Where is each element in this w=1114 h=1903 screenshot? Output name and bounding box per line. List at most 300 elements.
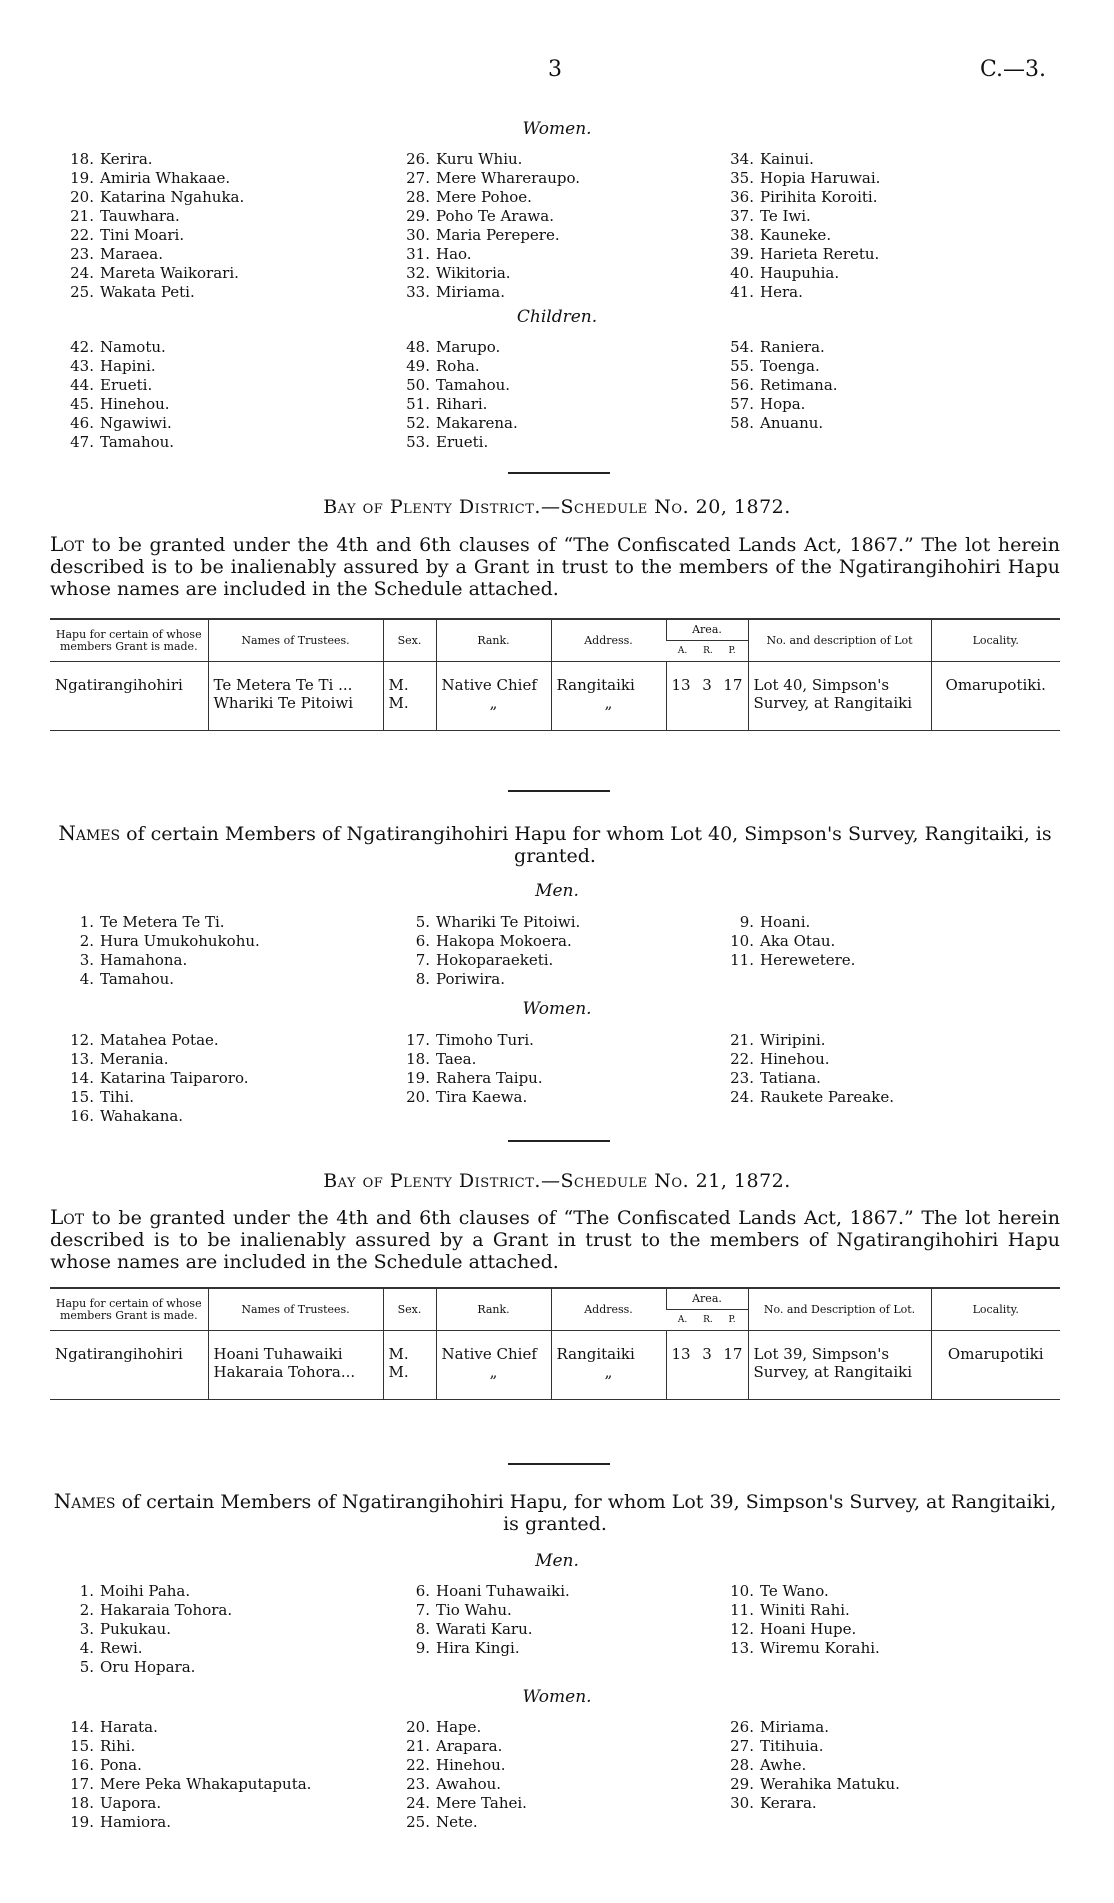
list-item bbox=[68, 1031, 249, 1050]
list-item-name: Raukete Pareake. bbox=[760, 1088, 894, 1106]
list-item-number: 20. bbox=[406, 1088, 430, 1106]
list-item-name: Te Metera Te Ti. bbox=[100, 913, 225, 931]
names-40-title-text: of certain Members of Ngatirangihohiri Hapu for whom Lot 40, Simpson's Survey, Rangitaiki, is granted. bbox=[126, 823, 1052, 867]
list-item bbox=[404, 1718, 527, 1737]
trustee-2: Whariki Te Pitoiwi bbox=[213, 694, 354, 712]
names-39-title-lead: Names bbox=[53, 1489, 116, 1513]
list-item bbox=[728, 1582, 880, 1601]
lot39-men-col2 bbox=[404, 1582, 570, 1658]
list-item-name: Hoani Hupe. bbox=[760, 1620, 857, 1638]
list-item bbox=[728, 395, 838, 414]
list-item-name: Tatiana. bbox=[760, 1069, 821, 1087]
list-item bbox=[404, 264, 580, 283]
list-item-name: Wakata Peti. bbox=[100, 283, 195, 301]
list-item bbox=[68, 932, 260, 951]
list-item bbox=[404, 376, 518, 395]
list-item-number: 12. bbox=[730, 1620, 754, 1638]
sex-2: M. bbox=[388, 1363, 409, 1381]
table-row bbox=[50, 662, 1060, 731]
list-item-number: 13. bbox=[70, 1050, 94, 1068]
list-item-name: Kerara. bbox=[760, 1794, 817, 1812]
list-item bbox=[404, 1813, 527, 1832]
area-r: 3 bbox=[702, 1345, 712, 1363]
list-item-name: Maria Perepere. bbox=[436, 226, 560, 244]
header-trustees: Names of Trustees. bbox=[208, 619, 383, 662]
list-item-number: 51. bbox=[406, 395, 430, 413]
list-item-name: Hoani. bbox=[760, 913, 811, 931]
list-item-name: Hera. bbox=[760, 283, 803, 301]
section-divider bbox=[508, 1140, 610, 1142]
list-item-number: 6. bbox=[415, 932, 430, 950]
list-item bbox=[728, 207, 880, 226]
list-item-number: 40. bbox=[730, 264, 754, 282]
list-item bbox=[68, 226, 244, 245]
women-heading-40: Women. bbox=[522, 999, 592, 1019]
names-39-title-text: of certain Members of Ngatirangihohiri Hapu, for whom Lot 39, Simpson's Survey, at Rangitaiki, is granted. bbox=[121, 1491, 1057, 1535]
header-rank: Rank. bbox=[436, 1288, 551, 1331]
list-item bbox=[68, 913, 260, 932]
rank-2: „ bbox=[489, 1363, 498, 1381]
list-item bbox=[404, 932, 580, 951]
list-item-name: Kainui. bbox=[760, 150, 814, 168]
list-item-name: Herewetere. bbox=[760, 951, 856, 969]
list-item bbox=[404, 414, 518, 433]
schedule-20-description bbox=[50, 533, 1060, 600]
list-item-name: Tio Wahu. bbox=[436, 1601, 512, 1619]
cell-trustees bbox=[208, 662, 383, 731]
list-item bbox=[404, 188, 580, 207]
list-item bbox=[728, 1639, 880, 1658]
list-item-number: 1. bbox=[79, 913, 94, 931]
list-item-name: Hao. bbox=[436, 245, 472, 263]
list-item-name: Mareta Waikorari. bbox=[100, 264, 239, 282]
list-item bbox=[404, 913, 580, 932]
list-item bbox=[728, 357, 838, 376]
list-item bbox=[728, 1737, 900, 1756]
address-2: „ bbox=[604, 694, 613, 712]
list-item-number: 54. bbox=[730, 338, 754, 356]
list-item-number: 32. bbox=[406, 264, 430, 282]
list-item-number: 29. bbox=[406, 207, 430, 225]
women-heading-prev: Women. bbox=[522, 119, 592, 139]
list-item bbox=[404, 1756, 527, 1775]
list-item bbox=[68, 1050, 249, 1069]
list-item-name: Oru Hopara. bbox=[100, 1658, 196, 1676]
list-item bbox=[68, 1775, 311, 1794]
lot40-men-col2 bbox=[404, 913, 580, 989]
list-item-number: 5. bbox=[415, 913, 430, 931]
list-item-number: 22. bbox=[70, 226, 94, 244]
list-item bbox=[404, 169, 580, 188]
list-item bbox=[728, 1088, 894, 1107]
list-item-name: Marupo. bbox=[436, 338, 501, 356]
schedule-21-table bbox=[50, 1287, 1060, 1400]
list-item-name: Hoani Tuhawaiki. bbox=[436, 1582, 570, 1600]
list-item-number: 7. bbox=[415, 1601, 430, 1619]
schedule-21-title: Bay of Plenty District.—Schedule No. 21, 1872. bbox=[323, 1170, 791, 1192]
list-item-name: Hakaraia Tohora. bbox=[100, 1601, 233, 1619]
list-item-number: 21. bbox=[70, 207, 94, 225]
header-area: Area. bbox=[666, 1288, 748, 1310]
list-item bbox=[68, 1756, 311, 1775]
trustee-2: Hakaraia Tohora... bbox=[213, 1363, 356, 1381]
list-item-number: 17. bbox=[406, 1031, 430, 1049]
list-item-name: Tamahou. bbox=[436, 376, 511, 394]
cell-lot: Lot 39, Simpson's Survey, at Rangitaiki bbox=[748, 1331, 931, 1400]
list-item-number: 28. bbox=[730, 1756, 754, 1774]
list-item-number: 18. bbox=[406, 1050, 430, 1068]
women-heading-39: Women. bbox=[522, 1687, 592, 1707]
list-item-number: 34. bbox=[730, 150, 754, 168]
header-area-a: A. bbox=[677, 1315, 688, 1325]
list-item-name: Tini Moari. bbox=[100, 226, 185, 244]
list-item-number: 46. bbox=[70, 414, 94, 432]
list-item bbox=[68, 169, 244, 188]
names-40-title bbox=[50, 822, 1060, 867]
list-item-number: 31. bbox=[406, 245, 430, 263]
list-item-number: 43. bbox=[70, 357, 94, 375]
schedule-21-description bbox=[50, 1206, 1060, 1273]
address-1: Rangitaiki bbox=[556, 676, 635, 694]
header-locality: Locality. bbox=[931, 619, 1060, 662]
list-item-number: 38. bbox=[730, 226, 754, 244]
trustee-1: Te Metera Te Ti ... bbox=[213, 676, 353, 694]
list-item bbox=[404, 1639, 570, 1658]
lot39-women-col1 bbox=[68, 1718, 311, 1832]
cell-locality: Omarupotiki. bbox=[931, 662, 1060, 731]
lot40-men-col1 bbox=[68, 913, 260, 989]
list-item bbox=[728, 951, 855, 970]
cell-rank bbox=[436, 662, 551, 731]
list-item-number: 29. bbox=[730, 1775, 754, 1793]
list-item-number: 55. bbox=[730, 357, 754, 375]
section-divider bbox=[508, 472, 610, 474]
list-item-name: Tamahou. bbox=[100, 433, 175, 451]
list-item-number: 56. bbox=[730, 376, 754, 394]
list-item-name: Awahou. bbox=[436, 1775, 502, 1793]
list-item bbox=[68, 188, 244, 207]
list-item-number: 6. bbox=[415, 1582, 430, 1600]
list-item bbox=[728, 264, 880, 283]
prev-women-col3 bbox=[728, 150, 880, 302]
list-item-name: Amiria Whakaae. bbox=[100, 169, 231, 187]
list-item bbox=[728, 283, 880, 302]
address-1: Rangitaiki bbox=[556, 1345, 635, 1363]
list-item-name: Aka Otau. bbox=[760, 932, 836, 950]
section-divider bbox=[508, 1463, 610, 1465]
list-item-name: Rihari. bbox=[436, 395, 488, 413]
header-area: Area. bbox=[666, 619, 748, 641]
list-item bbox=[404, 245, 580, 264]
page-number: 3 bbox=[548, 57, 562, 82]
list-item bbox=[728, 1794, 900, 1813]
list-item bbox=[68, 395, 174, 414]
list-item bbox=[404, 207, 580, 226]
list-item-number: 21. bbox=[730, 1031, 754, 1049]
list-item-name: Winiti Rahi. bbox=[760, 1601, 850, 1619]
list-item bbox=[404, 1775, 527, 1794]
header-locality: Locality. bbox=[931, 1288, 1060, 1331]
list-item-number: 12. bbox=[70, 1031, 94, 1049]
cell-area bbox=[666, 1331, 748, 1400]
list-item-name: Tamahou. bbox=[100, 970, 175, 988]
list-item bbox=[68, 338, 174, 357]
list-item bbox=[728, 1031, 894, 1050]
list-item bbox=[728, 376, 838, 395]
schedule-20-table bbox=[50, 618, 1060, 731]
header-area-r: R. bbox=[703, 1315, 713, 1325]
list-item-number: 18. bbox=[70, 150, 94, 168]
list-item-name: Rewi. bbox=[100, 1639, 143, 1657]
cell-lot: Lot 40, Simpson's Survey, at Rangitaiki bbox=[748, 662, 931, 731]
list-item-number: 8. bbox=[415, 970, 430, 988]
lot40-women-col3 bbox=[728, 1031, 894, 1107]
list-item-number: 57. bbox=[730, 395, 754, 413]
header-hapu: Hapu for certain of whose members Grant is made. bbox=[50, 1288, 208, 1331]
list-item-name: Harata. bbox=[100, 1718, 158, 1736]
list-item-name: Taea. bbox=[436, 1050, 477, 1068]
list-item-number: 48. bbox=[406, 338, 430, 356]
list-item-name: Tira Kaewa. bbox=[436, 1088, 528, 1106]
list-item-name: Namotu. bbox=[100, 338, 166, 356]
list-item-number: 1. bbox=[79, 1582, 94, 1600]
list-item-number: 8. bbox=[415, 1620, 430, 1638]
list-item-name: Wiremu Korahi. bbox=[760, 1639, 880, 1657]
list-item bbox=[68, 357, 174, 376]
lot40-women-col2 bbox=[404, 1031, 543, 1107]
list-item bbox=[728, 1601, 880, 1620]
list-item-name: Mere Peka Whakaputaputa. bbox=[100, 1775, 312, 1793]
list-item-number: 35. bbox=[730, 169, 754, 187]
list-item bbox=[404, 951, 580, 970]
list-item-number: 41. bbox=[730, 283, 754, 301]
rank-2: „ bbox=[489, 694, 498, 712]
list-item bbox=[68, 283, 244, 302]
list-item-number: 49. bbox=[406, 357, 430, 375]
list-item-name: Rihi. bbox=[100, 1737, 136, 1755]
list-item-name: Haupuhia. bbox=[760, 264, 840, 282]
list-item bbox=[68, 376, 174, 395]
list-item-number: 44. bbox=[70, 376, 94, 394]
header-hapu: Hapu for certain of whose members Grant is made. bbox=[50, 619, 208, 662]
cell-hapu: Ngatirangihohiri bbox=[50, 662, 208, 731]
list-item-name: Hira Kingi. bbox=[436, 1639, 520, 1657]
list-item bbox=[68, 150, 244, 169]
list-item-name: Poriwira. bbox=[436, 970, 506, 988]
children-heading-prev: Children. bbox=[516, 307, 598, 327]
area-a: 13 bbox=[671, 676, 691, 694]
list-item-number: 27. bbox=[730, 1737, 754, 1755]
list-item-number: 45. bbox=[70, 395, 94, 413]
list-item-name: Uapora. bbox=[100, 1794, 162, 1812]
list-item-name: Hakopa Mokoera. bbox=[436, 932, 572, 950]
header-trustees: Names of Trustees. bbox=[208, 1288, 383, 1331]
list-item-number: 33. bbox=[406, 283, 430, 301]
list-item-number: 23. bbox=[70, 245, 94, 263]
list-item-name: Hokoparaeketi. bbox=[436, 951, 554, 969]
list-item-name: Tihi. bbox=[100, 1088, 135, 1106]
list-item bbox=[728, 932, 855, 951]
header-lot: No. and Description of Lot. bbox=[748, 1288, 931, 1331]
list-item bbox=[728, 245, 880, 264]
list-item bbox=[68, 1658, 232, 1677]
schedule-20-title: Bay of Plenty District.—Schedule No. 20, 1872. bbox=[323, 496, 791, 518]
list-item bbox=[728, 1069, 894, 1088]
list-item bbox=[404, 1601, 570, 1620]
list-item-number: 3. bbox=[79, 1620, 94, 1638]
list-item bbox=[404, 970, 580, 989]
list-item bbox=[728, 414, 838, 433]
men-heading-40: Men. bbox=[535, 881, 579, 901]
cell-sex bbox=[383, 1331, 436, 1400]
prev-children-col1 bbox=[68, 338, 174, 452]
header-area-a: A. bbox=[677, 646, 688, 656]
header-area-units bbox=[666, 1310, 748, 1331]
list-item-number: 15. bbox=[70, 1737, 94, 1755]
list-item-name: Hopa. bbox=[760, 395, 806, 413]
list-item-number: 7. bbox=[415, 951, 430, 969]
list-item bbox=[404, 433, 518, 452]
list-item-name: Te Iwi. bbox=[760, 207, 811, 225]
list-item-name: Pirihita Koroiti. bbox=[760, 188, 878, 206]
sex-2: M. bbox=[388, 694, 409, 712]
list-item-number: 17. bbox=[70, 1775, 94, 1793]
list-item-number: 4. bbox=[79, 1639, 94, 1657]
list-item-number: 9. bbox=[739, 913, 754, 931]
list-item bbox=[68, 1620, 232, 1639]
header-area-r: R. bbox=[703, 646, 713, 656]
list-item bbox=[68, 1737, 311, 1756]
list-item-number: 19. bbox=[406, 1069, 430, 1087]
list-item bbox=[728, 226, 880, 245]
list-item bbox=[68, 970, 260, 989]
list-item-number: 10. bbox=[730, 932, 754, 950]
cell-area bbox=[666, 662, 748, 731]
header-address: Address. bbox=[551, 619, 666, 662]
list-item-number: 21. bbox=[406, 1737, 430, 1755]
list-item-name: Raniera. bbox=[760, 338, 825, 356]
list-item-name: Hopia Haruwai. bbox=[760, 169, 881, 187]
list-item-name: Poho Te Arawa. bbox=[436, 207, 554, 225]
list-item-name: Titihuia. bbox=[760, 1737, 824, 1755]
list-item-number: 9. bbox=[415, 1639, 430, 1657]
lot39-women-col3 bbox=[728, 1718, 900, 1813]
list-item-name: Pukukau. bbox=[100, 1620, 171, 1638]
list-item bbox=[68, 1813, 311, 1832]
list-item-number: 30. bbox=[730, 1794, 754, 1812]
header-sex: Sex. bbox=[383, 1288, 436, 1331]
list-item bbox=[68, 1088, 249, 1107]
header-rank: Rank. bbox=[436, 619, 551, 662]
list-item bbox=[404, 1737, 527, 1756]
list-item-name: Hura Umukohukohu. bbox=[100, 932, 260, 950]
list-item bbox=[404, 1088, 543, 1107]
list-item-name: Tauwhara. bbox=[100, 207, 180, 225]
area-a: 13 bbox=[671, 1345, 691, 1363]
list-item-name: Harieta Reretu. bbox=[760, 245, 880, 263]
list-item bbox=[728, 1718, 900, 1737]
schedule-20-lot-word: Lot bbox=[50, 532, 85, 556]
list-item bbox=[68, 414, 174, 433]
list-item-name: Wikitoria. bbox=[436, 264, 511, 282]
document-reference: C.—3. bbox=[980, 57, 1047, 82]
section-divider bbox=[508, 790, 610, 792]
list-item-name: Whariki Te Pitoiwi. bbox=[436, 913, 581, 931]
header-area-p: P. bbox=[728, 646, 736, 656]
list-item-name: Retimana. bbox=[760, 376, 838, 394]
list-item bbox=[404, 357, 518, 376]
list-item bbox=[728, 913, 855, 932]
list-item-name: Awhe. bbox=[760, 1756, 807, 1774]
cell-trustees bbox=[208, 1331, 383, 1400]
list-item-name: Mere Pohoe. bbox=[436, 188, 532, 206]
list-item bbox=[404, 1069, 543, 1088]
list-item bbox=[728, 338, 838, 357]
list-item-name: Hamahona. bbox=[100, 951, 188, 969]
list-item-number: 22. bbox=[730, 1050, 754, 1068]
names-39-title bbox=[50, 1490, 1060, 1535]
list-item bbox=[728, 1756, 900, 1775]
list-item-name: Ngawiwi. bbox=[100, 414, 172, 432]
list-item bbox=[404, 338, 518, 357]
list-item bbox=[68, 1794, 311, 1813]
list-item-name: Miriama. bbox=[760, 1718, 830, 1736]
list-item-number: 28. bbox=[406, 188, 430, 206]
list-item-number: 2. bbox=[79, 1601, 94, 1619]
list-item bbox=[68, 951, 260, 970]
list-item-name: Kauneke. bbox=[760, 226, 832, 244]
lot40-men-col3 bbox=[728, 913, 855, 970]
list-item-number: 14. bbox=[70, 1069, 94, 1087]
list-item bbox=[68, 1718, 311, 1737]
sex-1: M. bbox=[388, 1345, 409, 1363]
list-item bbox=[728, 1620, 880, 1639]
header-area-units bbox=[666, 641, 748, 662]
list-item-number: 58. bbox=[730, 414, 754, 432]
list-item-name: Rahera Taipu. bbox=[436, 1069, 543, 1087]
list-item-number: 24. bbox=[70, 264, 94, 282]
list-item bbox=[68, 245, 244, 264]
rank-1: Native Chief bbox=[441, 676, 537, 694]
list-item-name: Kerira. bbox=[100, 150, 153, 168]
names-40-title-lead: Names bbox=[58, 821, 121, 845]
header-sex: Sex. bbox=[383, 619, 436, 662]
schedule-20-description-text: to be granted under the 4th and 6th clauses of “The Confiscated Lands Act, 1867.” The lot herein described is to be inalienably assured by a Grant in trust to the members of the Ngatirangihohiri Hapu whose names are included in the Schedule attached. bbox=[50, 534, 1060, 600]
cell-hapu: Ngatirangihohiri bbox=[50, 1331, 208, 1400]
list-item-number: 20. bbox=[406, 1718, 430, 1736]
list-item-name: Katarina Taiparoro. bbox=[100, 1069, 249, 1087]
list-item-number: 25. bbox=[406, 1813, 430, 1831]
list-item-number: 24. bbox=[406, 1794, 430, 1812]
list-item-number: 2. bbox=[79, 932, 94, 950]
cell-address bbox=[551, 1331, 666, 1400]
rank-1: Native Chief bbox=[441, 1345, 537, 1363]
list-item-number: 27. bbox=[406, 169, 430, 187]
prev-women-col2 bbox=[404, 150, 580, 302]
area-p: 17 bbox=[723, 1345, 743, 1363]
list-item bbox=[68, 433, 174, 452]
list-item bbox=[404, 1794, 527, 1813]
list-item-number: 13. bbox=[730, 1639, 754, 1657]
list-item-name: Merania. bbox=[100, 1050, 169, 1068]
list-item-number: 11. bbox=[730, 1601, 754, 1619]
list-item-number: 4. bbox=[79, 970, 94, 988]
prev-children-col3 bbox=[728, 338, 838, 433]
list-item bbox=[728, 150, 880, 169]
list-item-name: Hamiora. bbox=[100, 1813, 171, 1831]
list-item bbox=[68, 264, 244, 283]
list-item-name: Roha. bbox=[436, 357, 480, 375]
